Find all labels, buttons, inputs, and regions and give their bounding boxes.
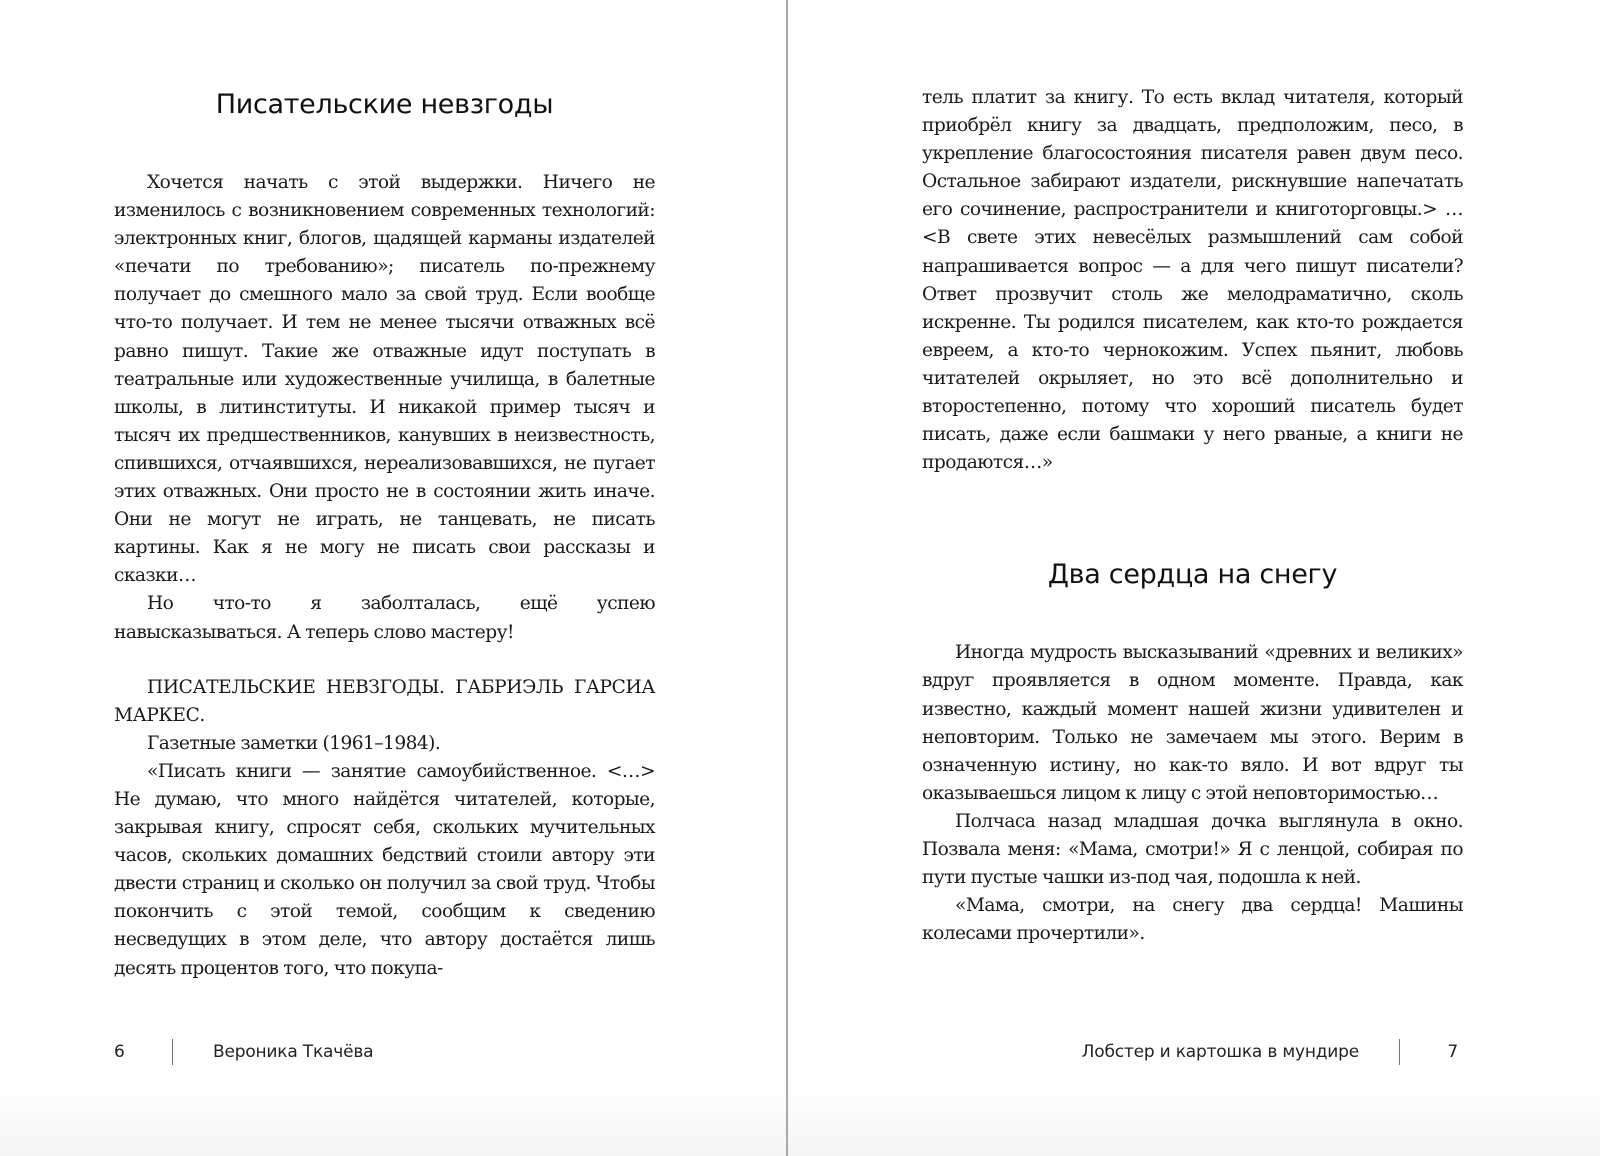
chapter-title: Два сердца на снегу: [1047, 559, 1338, 591]
quote-title: ПИСАТЕЛЬСКИЕ НЕВЗГОДЫ. ГАБРИЭЛЬ ГАРСИА МАРКЕС.: [114, 676, 655, 726]
paragraph: Полчаса назад младшая дочка выглянула в окно. Позвала меня: «Мама, смотри!» Я с ленцой, собирая по пути пустые чашки из-под чая, подошла к ней.: [922, 810, 1463, 889]
left-page: [0, 0, 786, 1156]
right-body-text: [922, 84, 1463, 477]
left-body-text: [114, 169, 655, 983]
paragraph: Но что-то я заболталась, ещё успею навысказываться. А теперь слово мастеру!: [114, 593, 655, 643]
chapter-title: Писательские невзгоды: [215, 89, 554, 120]
left-page-content: [114, 0, 655, 983]
paragraph: Хочется начать с этой выдержки. Ничего не изменилось с возникновением современных технологий: электронных книг, блогов, щадящей карманы издателей «печати по требованию»; писатель по-прежнему получает до смешного мало за свой труд. Если вообще что-то получает. И тем не менее тысячи отважных всё равно пишут. Такие же отважные идут поступать в театральные или художественные училища, в балетные школы, в литинституты. И никакой пример тысяч и тысяч их предшественников, канувших в неизвестность, спившихся, отчаявшихся, нереализовавшихся, не пугает этих отважных. Они просто не в состоянии жить иначе. Они не могут не играть, не танцевать, не писать картины. Как я не могу не писать свои рассказы и сказки…: [114, 172, 655, 587]
running-head-title: Лобстер и картошка в мундире: [1081, 1042, 1359, 1062]
paragraph: «Мама, смотри, на снегу два сердца! Машины колесами прочертили».: [922, 895, 1463, 945]
right-body-text-2: [922, 639, 1463, 948]
page-number: 7: [1447, 1042, 1458, 1062]
right-page: [788, 0, 1600, 1156]
paragraph: Иногда мудрость высказываний «древних и великих» вдруг проявляется в одном моменте. Правда, как известно, каждый момент нашей жизни удивителен и неповторим. Только не замечаем мы этого. Верим в означенную истину, но как-то вяло. И вот вдруг ты оказываешься лицом к лицу с этой неповторимостью…: [922, 642, 1463, 804]
running-head-author: Вероника Ткачёва: [213, 1042, 374, 1062]
quote-continuation: тель платит за книгу. То есть вклад читателя, который приобрёл книгу за двадцать, предположим, песо, в укрепление благосостояния писателя равен двум песо. Остальное забирают издатели, рискнувшие напечатать его сочинение, распространители и книготорговцы.> … <В свете этих невесёлых размышлений сам собой напрашивается вопрос — а для чего пишут писатели? Ответ прозвучит столь же мелодраматично, сколь искренне. Ты родился писателем, как кто-то рождается евреем, а кто-то чернокожим. Успех пьянит, любовь читателей окрыляет, но это всё дополнительно и второстепенно, потому что хороший писатель будет писать, даже если башмаки у него рваные, а книги не продаются…»: [922, 87, 1463, 474]
left-footer: [114, 1038, 373, 1066]
quote-paragraph: «Писать книги — занятие самоубийственное. <…> Не думаю, что много найдётся читателей, которые, закрывая книгу, спросят себя, скольких мучительных часов, скольких домашних бедствий стоили автору эти двести страниц и сколько он получил за свой труд. Чтобы покончить с этой темой, сообщим к сведению несведущих в этом деле, что автору достаётся лишь десять процентов того, что покупа-: [114, 760, 655, 979]
page-number: 6: [114, 1042, 125, 1062]
right-page-content: [922, 0, 1463, 948]
right-footer: [1082, 1038, 1458, 1066]
footer-rule: [172, 1039, 173, 1065]
quote-source: Газетные заметки (1961–1984).: [147, 732, 441, 754]
